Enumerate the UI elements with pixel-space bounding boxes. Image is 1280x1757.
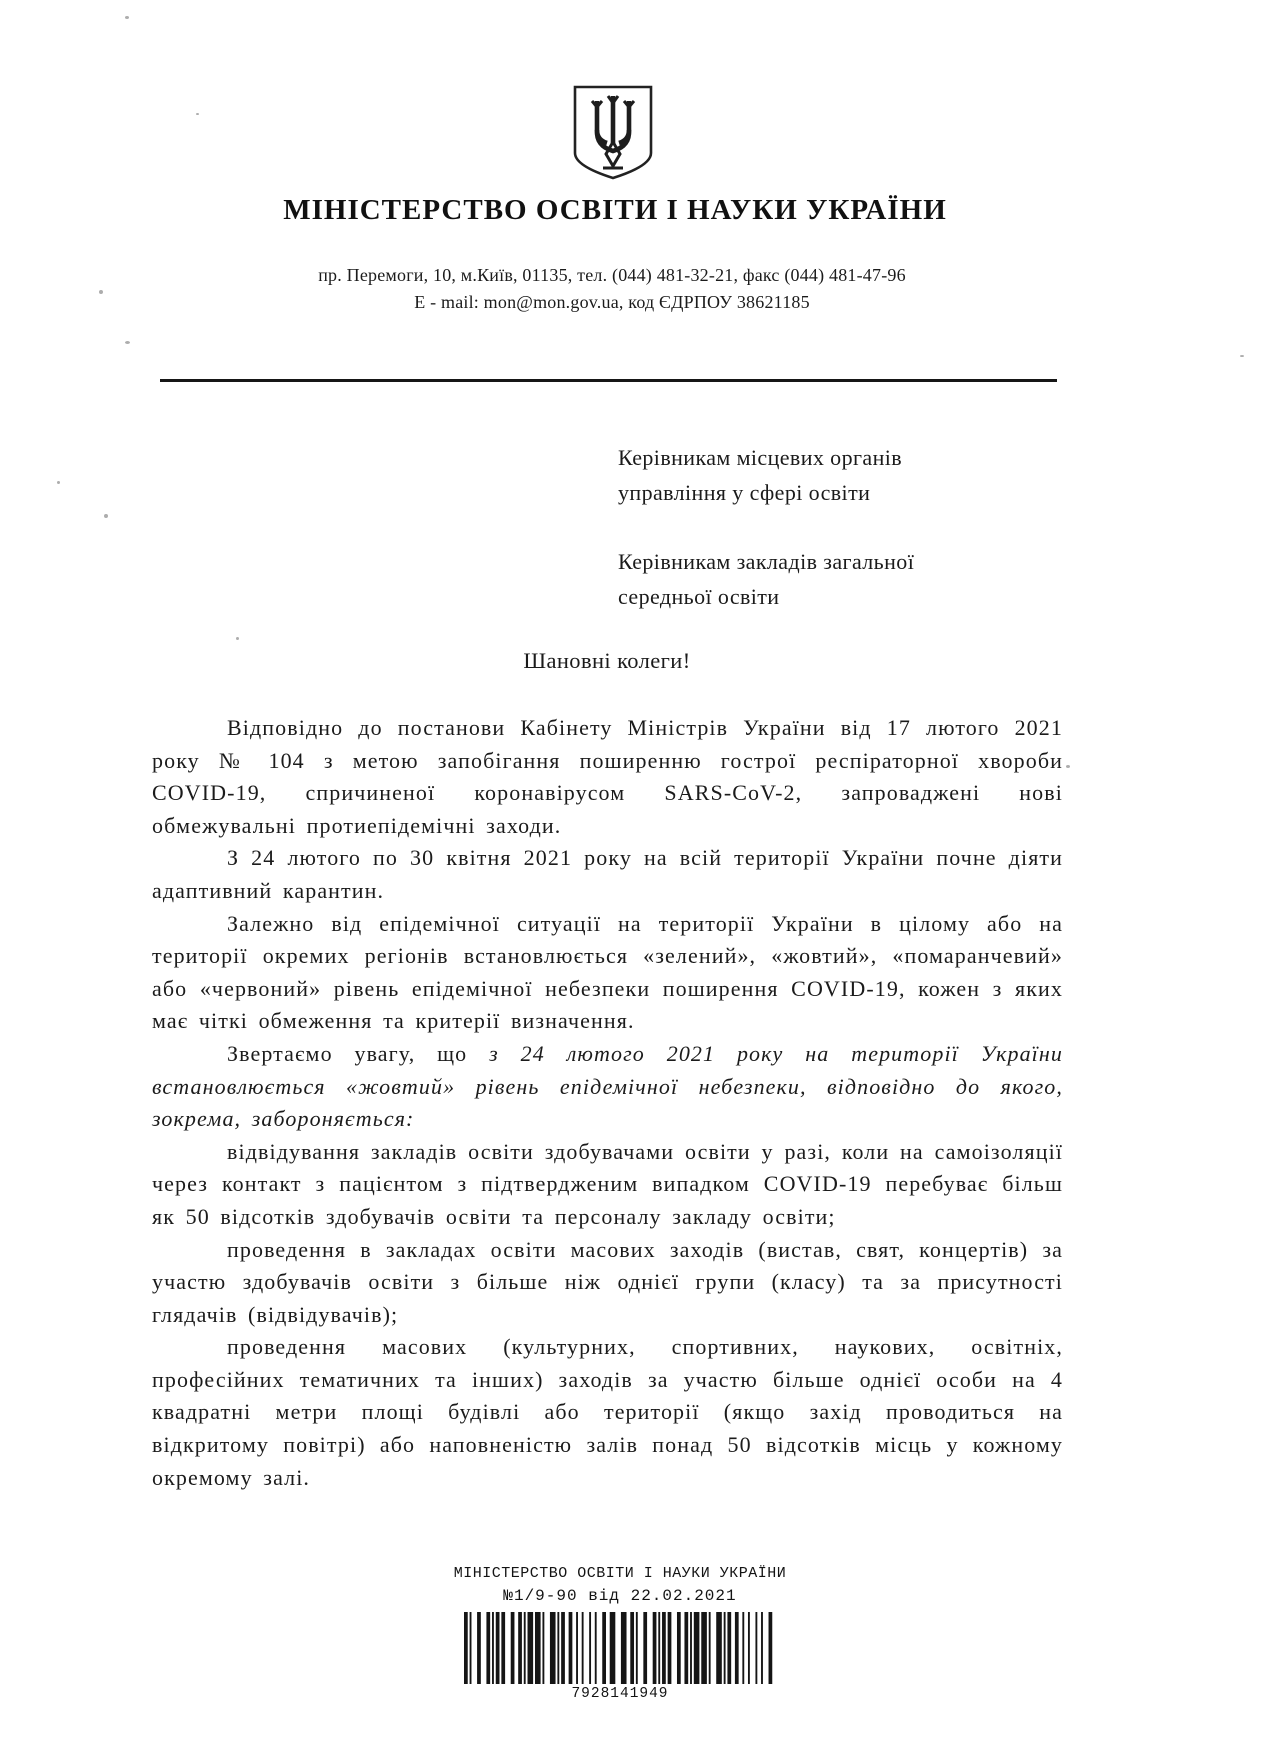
ministry-email-line: E - mail: mon@mon.gov.ua, код ЄДРПОУ 38621185 <box>414 292 810 312</box>
stamp-ministry-name: МІНІСТЕРСТВО ОСВІТИ І НАУКИ УКРАЇНИ <box>453 1565 787 1582</box>
recipient-local-authorities: Керівникам місцевих органів управління у сфері освіти <box>618 445 903 505</box>
ministry-address-line: пр. Перемоги, 10, м.Київ, 01135, тел. (044) 481-32-21, факс (044) 481-47-96 <box>318 265 906 285</box>
barcode-number: 7928141949 <box>571 1686 669 1702</box>
recipient-school-heads: Керівникам закладів загальної середньої освіти <box>618 549 915 609</box>
paragraph-ban-school-events: проведення в закладах освіти масових заходів (вистав, свят, концертів) за участю здобувачів освіти з більше ніж однієї групи (класу) та за присутності глядачів (відвідувачів); <box>152 1236 1063 1327</box>
ukraine-trident-emblem <box>572 84 654 181</box>
paragraph-yellow-level-notice: Звертаємо увагу, що з 24 лютого 2021 року на території України встановлюється «жовтий» рівень епідемічної небезпеки, відповідно до якого, зокрема, забороняється: <box>152 1040 1063 1132</box>
paragraph-resolution-104: Відповідно до постанови Кабінету Міністрів України від 17 лютого 2021 року № 104 з метою запобігання поширенню гострої респіраторної хвороби COVID-19, спричиненої коронавірусом SARS-CoV-2, запроваджені нові обмежувальні протиепідемічні заходи. <box>152 715 1063 838</box>
stamp-reference-number: №1/9-90 від 22.02.2021 <box>503 1587 737 1605</box>
paragraph-ban-mass-events: проведення масових (культурних, спортивних, наукових, освітніх, професійних тематичних та інших) заходів за участю більше однієї особи на 4 квадратні метри площі будівлі або території (якщо захід проводиться на відкритому повітрі) або наповненістю залів понад 50 відсотків місць у кожному окремому залі. <box>152 1334 1063 1490</box>
letter-body <box>152 712 1063 1494</box>
header-divider-rule <box>160 379 1057 382</box>
registration-barcode <box>464 1612 776 1684</box>
ministry-name-title: МІНІСТЕРСТВО ОСВІТИ І НАУКИ УКРАЇНИ <box>283 194 947 226</box>
paragraph-ban-attendance: відвідування закладів освіти здобувачами освіти у разі, коли на самоізоляції через контакт з пацієнтом з підтвердженим випадком COVID-19 перебуває більш як 50 відсотків здобувачів освіти та персоналу закладу освіти; <box>152 1138 1063 1229</box>
paragraph-adaptive-quarantine: З 24 лютого по 30 квітня 2021 року на всій території України почне діяти адаптивний карантин. <box>152 845 1063 903</box>
registration-stamp <box>350 1565 890 1702</box>
paragraph-epidemic-levels: Залежно від епідемічної ситуації на території України в цілому або на території окремих регіонів встановлюється «зелений», «жовтий», «помаранчевий» або «червоний» рівень епідемічної небезпеки поширення COVID-19, кожен з яких має чіткі обмеження та критерії визначення. <box>152 910 1063 1034</box>
recipient-block <box>618 440 1038 648</box>
salutation: Шановні колеги! <box>523 648 691 673</box>
